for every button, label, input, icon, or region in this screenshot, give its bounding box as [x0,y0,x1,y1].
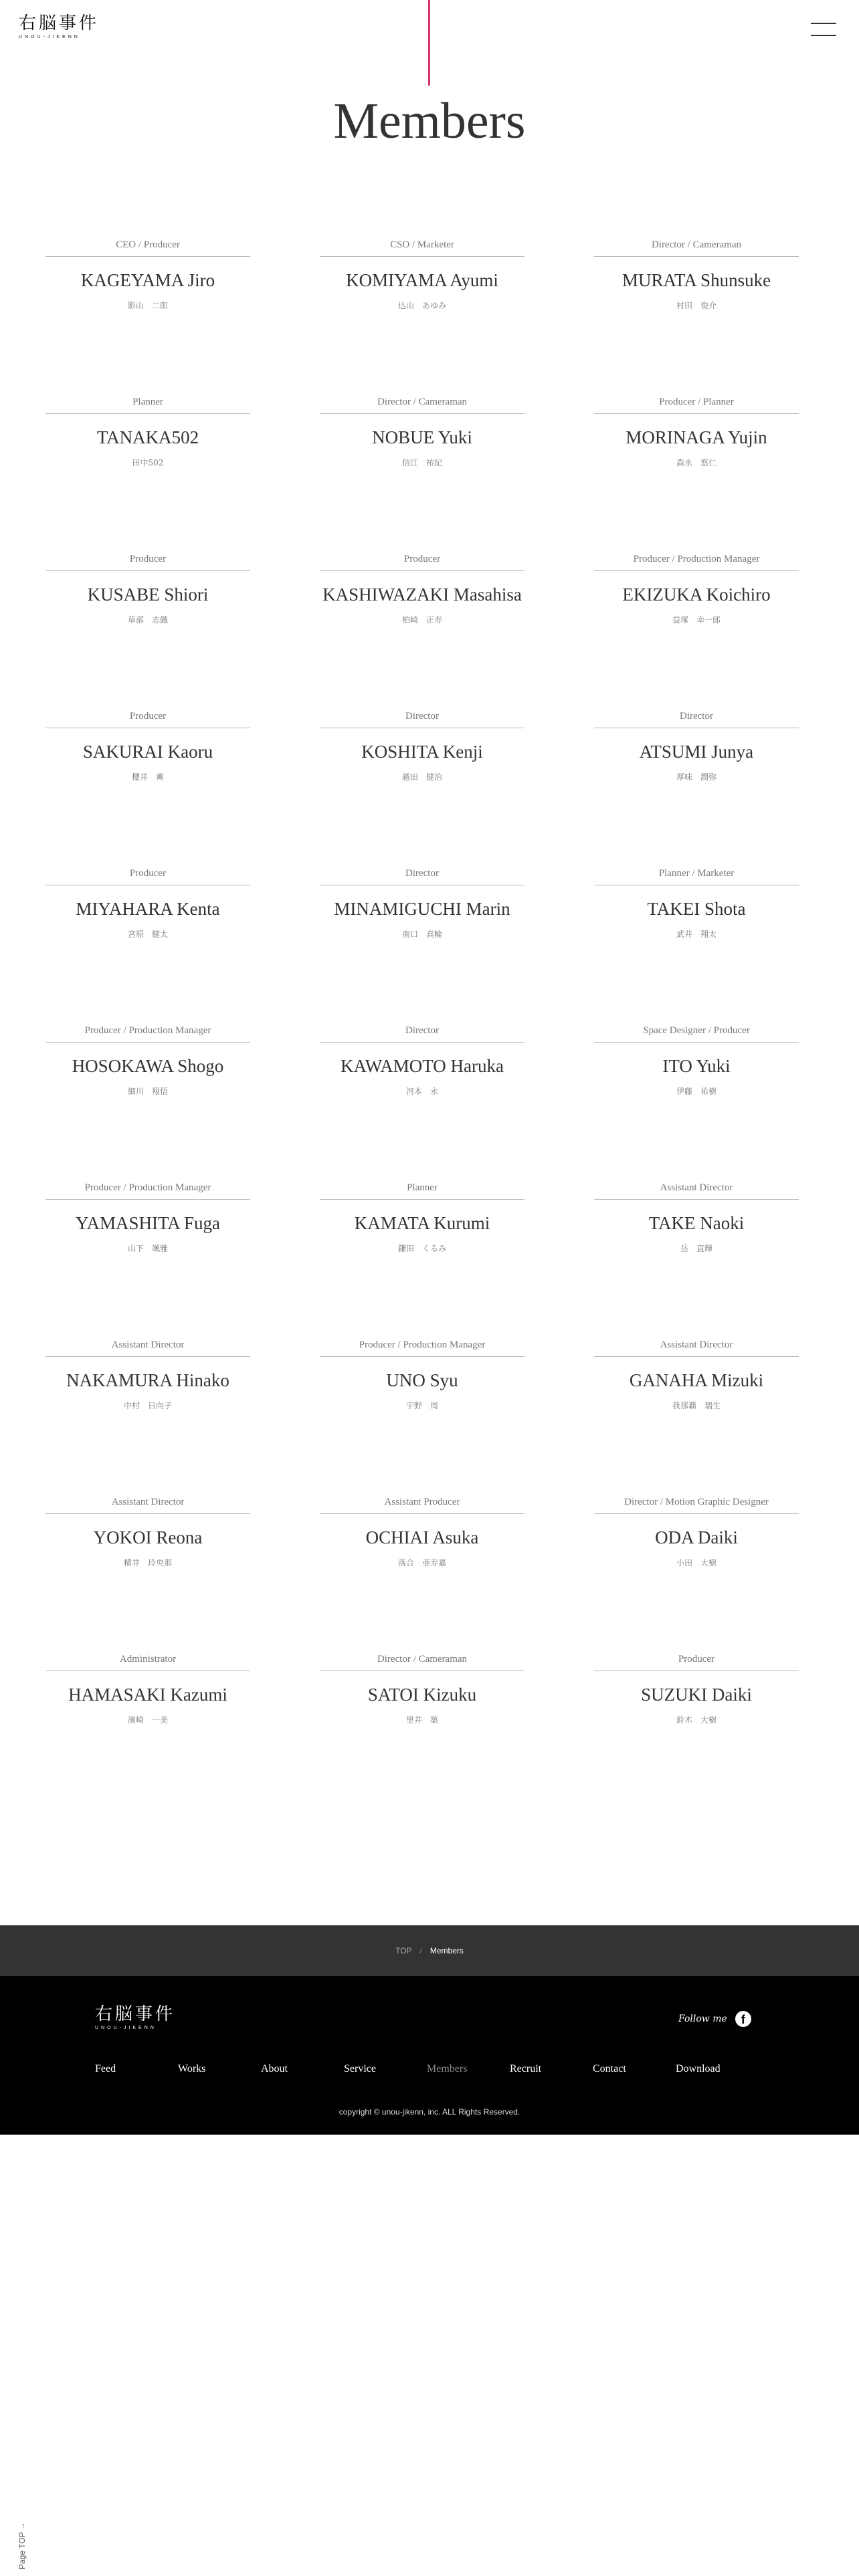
member-card [594,395,799,552]
member-role: Assistant Director [660,1182,733,1193]
member-role: Director / Cameraman [377,397,468,407]
member-name: HOSOKAWA Shogo [72,1056,224,1076]
member-divider [320,1042,524,1043]
member-name: MINAMIGUCHI Marin [334,899,510,919]
member-name: MIYAHARA Kenta [76,899,220,919]
page-top-link[interactable]: Page TOP → [17,2522,27,2569]
member-japanese-name: 岳 直輝 [680,1244,712,1253]
member-role: Producer [678,1654,715,1665]
member-card [594,552,799,709]
member-card [45,237,250,395]
footer-logo-roman: UNOU-JIKENN [95,2026,157,2030]
site-logo[interactable] [19,13,100,39]
member-role: Director [405,868,439,879]
breadcrumb-current: Members [430,1946,464,1955]
member-name: OCHIAI Asuka [365,1527,479,1547]
member-divider [594,1199,799,1200]
member-name: EKIZUKA Koichiro [622,584,771,605]
menu-bar-top [811,23,836,24]
member-name: UNO Syu [386,1370,458,1390]
member-divider [45,413,250,414]
member-japanese-name: 草部 志織 [127,615,168,625]
member-divider [45,256,250,257]
member-card [320,395,524,552]
follow-label: Follow me [678,2014,727,2024]
member-japanese-name: 山下 颯雅 [127,1244,168,1253]
member-role: CSO / Marketer [390,239,454,250]
member-japanese-name: 込山 あゆみ [397,301,446,310]
member-japanese-name: 濱崎 一美 [127,1715,168,1725]
member-divider [320,413,524,414]
member-role: Producer / Production Manager [359,1339,486,1350]
member-name: YOKOI Reona [93,1527,203,1547]
member-card [320,1180,524,1337]
member-name: SATOI Kizuku [367,1685,477,1705]
member-card [320,1652,524,1809]
footer-nav-service[interactable]: Service [344,2063,376,2074]
member-name: MURATA Shunsuke [622,270,771,290]
member-divider [594,1042,799,1043]
member-card [45,552,250,709]
member-divider [45,1356,250,1357]
member-name: ODA Daiki [655,1527,738,1547]
member-role: Assistant Director [660,1339,733,1350]
member-name: HAMASAKI Kazumi [68,1685,227,1705]
member-role: Assistant Producer [384,1497,460,1507]
member-role: Producer [129,868,167,879]
member-name: ATSUMI Junya [639,742,754,762]
member-japanese-name: 柏崎 正寿 [401,615,442,625]
member-japanese-name: 越田 健治 [401,772,442,782]
member-role: Director [405,1025,439,1036]
member-japanese-name: 益塚 幸一郎 [672,615,721,625]
breadcrumb [0,1925,859,1976]
member-role: Space Designer / Producer [643,1025,750,1036]
member-role: Director / Cameraman [377,1654,468,1665]
member-name: SUZUKI Daiki [641,1685,752,1705]
member-japanese-name: 伊藤 祐樹 [676,1087,717,1096]
member-card [45,1337,250,1495]
member-role: Planner / Marketer [658,868,735,879]
member-role: Producer [129,711,167,722]
member-role: Assistant Director [111,1497,185,1507]
member-japanese-name: 南口 真輪 [401,930,442,939]
member-japanese-name: 宇野 周 [405,1401,438,1410]
member-divider [45,1513,250,1514]
member-name: KASHIWAZAKI Masahisa [322,584,522,605]
member-role: Producer [129,554,167,564]
member-japanese-name: 河本 永 [405,1087,438,1096]
member-card [594,1023,799,1180]
member-divider [320,1513,524,1514]
breadcrumb-separator: / [419,1946,422,1955]
member-name: NAKAMURA Hinako [66,1370,229,1390]
footer-nav-recruit[interactable]: Recruit [510,2063,542,2074]
members-grid [45,237,799,1809]
member-card [320,1337,524,1495]
member-japanese-name: 落合 亜寿嘉 [397,1558,446,1568]
member-role: Planner [132,397,163,407]
member-role: Producer / Production Manager [84,1025,211,1036]
member-name: KAMATA Kurumi [354,1213,490,1233]
menu-bar-bottom [811,35,836,36]
member-japanese-name: 厚味 潤弥 [676,772,717,782]
member-divider [320,1199,524,1200]
member-divider [594,570,799,571]
member-japanese-name: 村田 俊介 [676,301,717,310]
member-name: KAGEYAMA Jiro [80,270,215,290]
footer-nav-about[interactable]: About [261,2063,288,2074]
member-card [594,709,799,866]
member-japanese-name: 鈴木 大樹 [676,1715,717,1725]
member-role: Director [405,711,439,722]
footer-logo-kanji: 右脳事件 [95,2004,176,2024]
footer-nav-works[interactable]: Works [178,2063,206,2074]
member-divider [594,256,799,257]
member-name: TANAKA502 [96,427,199,447]
member-card [320,866,524,1023]
follow-section [678,2011,751,2027]
member-card [45,1652,250,1809]
member-role: Producer [403,554,441,564]
member-name: TAKE Naoki [648,1213,745,1233]
hamburger-menu-icon[interactable] [811,23,840,37]
member-name: ITO Yuki [662,1056,731,1076]
member-name: MORINAGA Yujin [626,427,767,447]
member-japanese-name: 鎌田 くるみ [397,1244,446,1253]
footer [0,1976,859,2135]
member-role: Director / Motion Graphic Designer [624,1497,769,1507]
member-card [320,709,524,866]
member-card [594,1180,799,1337]
facebook-icon[interactable]: f [735,2011,751,2027]
member-card [320,237,524,395]
member-card [320,1495,524,1652]
member-japanese-name: 武井 翔太 [676,930,717,939]
member-divider [45,1199,250,1200]
member-japanese-name: 小田 大樹 [676,1558,717,1568]
member-name: KUSABE Shiori [87,584,209,605]
footer-nav-feed[interactable]: Feed [95,2063,116,2074]
member-role: CEO / Producer [116,239,180,250]
member-japanese-name: 田中502 [132,458,164,467]
logo-roman: UNOU-JIKENN [19,35,80,39]
footer-nav-download[interactable]: Download [676,2063,721,2074]
member-japanese-name: 我那覇 瑞生 [672,1401,721,1410]
member-name: KOSHITA Kenji [361,742,483,762]
member-japanese-name: 影山 二郎 [127,301,168,310]
footer-nav-members[interactable]: Members [427,2063,468,2074]
member-divider [594,1513,799,1514]
member-name: TAKEI Shota [647,899,746,919]
breadcrumb-top-link[interactable]: TOP [395,1946,412,1955]
member-card [45,866,250,1023]
member-japanese-name: 横井 玲央那 [123,1558,172,1568]
member-card [45,1495,250,1652]
member-role: Director [680,711,713,722]
member-divider [320,1356,524,1357]
member-role: Producer / Production Manager [84,1182,211,1193]
member-japanese-name: 里井 築 [405,1715,438,1725]
member-japanese-name: 櫻井 薫 [131,772,164,782]
member-role: Administrator [119,1654,177,1665]
member-card [45,1180,250,1337]
member-divider [45,570,250,571]
footer-logo[interactable] [95,2004,189,2030]
member-japanese-name: 森永 悠仁 [676,458,717,467]
member-divider [320,256,524,257]
footer-nav [95,2063,759,2075]
member-role: Planner [407,1182,438,1193]
member-card [594,1652,799,1809]
member-role: Producer / Planner [659,397,734,407]
member-name: KAWAMOTO Haruka [340,1056,504,1076]
member-japanese-name: 信江 祐紀 [401,458,442,467]
copyright: copyright © unou-jikenn, inc. ALL Rights Reserved. [339,2107,520,2117]
member-name: SAKURAI Kaoru [82,742,213,762]
member-card [45,1023,250,1180]
footer-nav-contact[interactable]: Contact [593,2063,626,2074]
member-card [594,866,799,1023]
member-name: GANAHA Mizuki [629,1370,764,1390]
member-card [594,1495,799,1652]
member-name: YAMASHITA Fuga [75,1213,221,1233]
member-divider [594,413,799,414]
member-card [320,1023,524,1180]
page-title: Members [333,93,526,149]
member-divider [45,1042,250,1043]
member-card [320,552,524,709]
member-japanese-name: 宮原 健太 [127,930,168,939]
member-divider [594,1356,799,1357]
member-card [594,237,799,395]
logo-kanji: 右脳事件 [19,13,100,33]
member-name: KOMIYAMA Ayumi [346,270,498,290]
member-role: Producer / Production Manager [633,554,760,564]
member-role: Assistant Director [111,1339,185,1350]
accent-line [428,0,430,86]
member-japanese-name: 細川 翔悟 [127,1087,168,1096]
member-role: Director / Cameraman [651,239,742,250]
member-card [45,395,250,552]
member-divider [320,570,524,571]
member-card [45,709,250,866]
member-name: NOBUE Yuki [372,427,472,447]
member-japanese-name: 中村 日向子 [123,1401,172,1410]
member-card [594,1337,799,1495]
